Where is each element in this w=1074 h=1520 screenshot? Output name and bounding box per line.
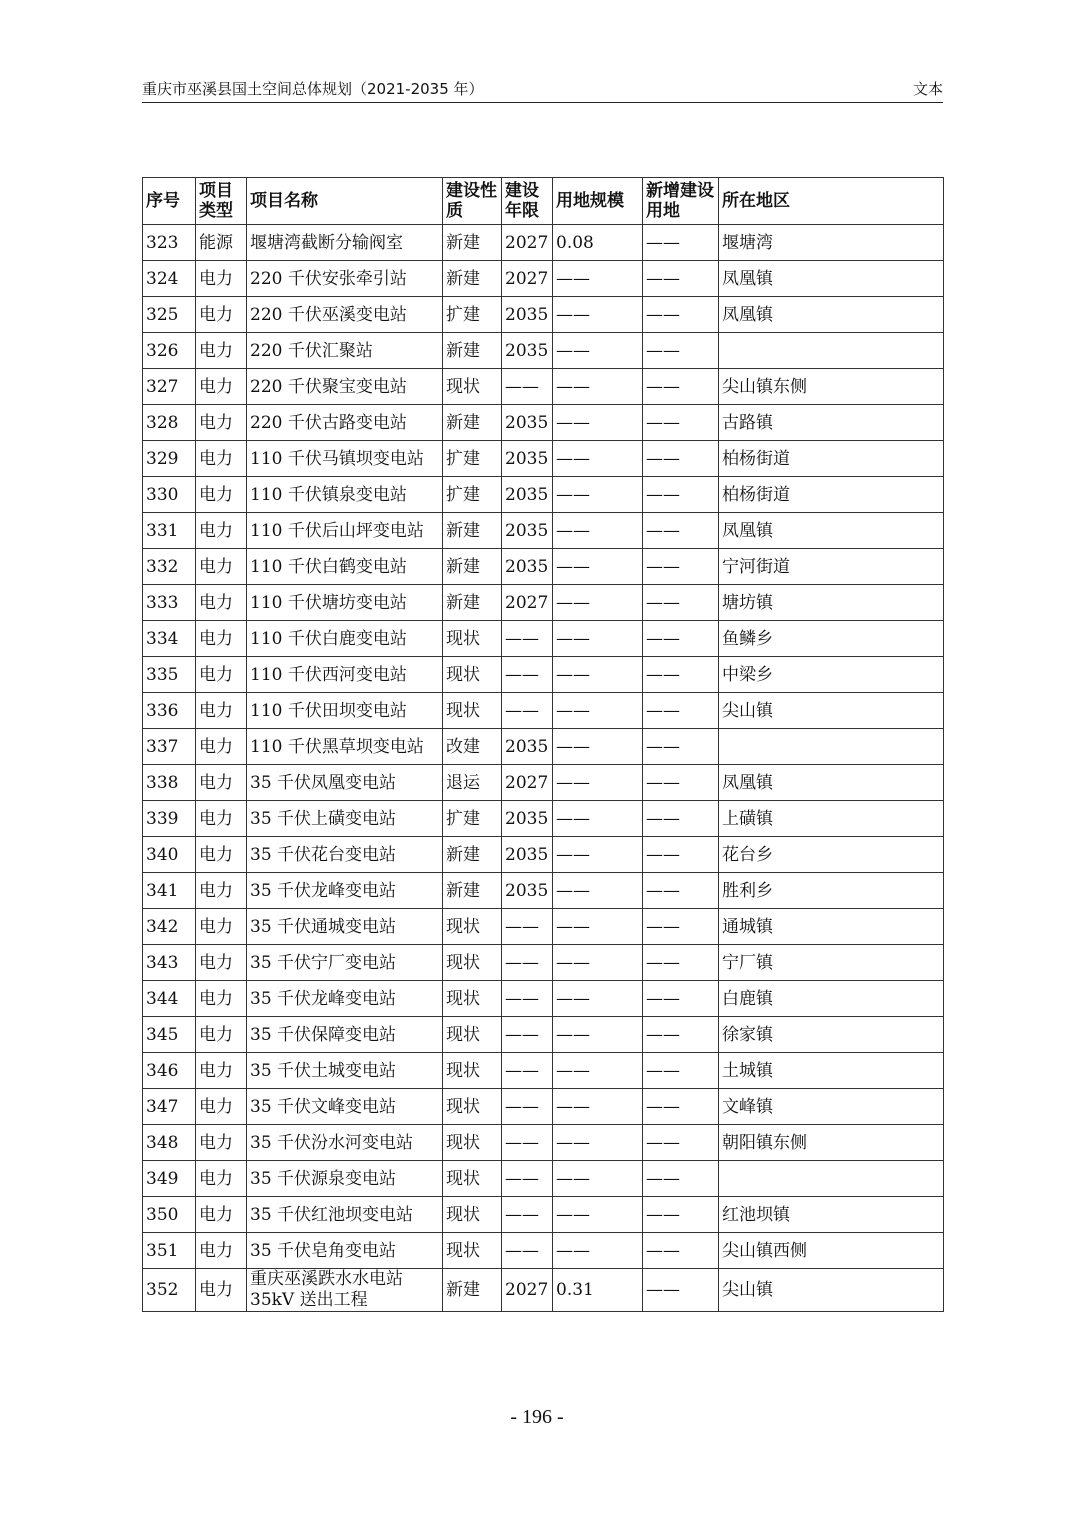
cell-new-land: ——	[643, 333, 719, 369]
cell-land-scale: ——	[553, 441, 643, 477]
cell-new-land: ——	[643, 621, 719, 657]
cell-name: 35 千伏龙峰变电站	[247, 981, 443, 1017]
cell-nature: 现状	[443, 1161, 502, 1197]
cell-region	[719, 1161, 944, 1197]
cell-type: 电力	[196, 1053, 247, 1089]
cell-region: 上磺镇	[719, 801, 944, 837]
cell-index: 342	[143, 909, 196, 945]
cell-name: 220 千伏聚宝变电站	[247, 369, 443, 405]
cell-region: 土城镇	[719, 1053, 944, 1089]
cell-year: 2035	[502, 513, 553, 549]
cell-type: 电力	[196, 909, 247, 945]
cell-year: ——	[502, 1089, 553, 1125]
cell-region: 宁河街道	[719, 549, 944, 585]
cell-region	[719, 729, 944, 765]
cell-index: 337	[143, 729, 196, 765]
cell-new-land: ——	[643, 1269, 719, 1312]
cell-new-land: ——	[643, 585, 719, 621]
cell-nature: 扩建	[443, 297, 502, 333]
cell-nature: 新建	[443, 1269, 502, 1312]
col-header-year: 建设年限	[502, 178, 553, 225]
table-row	[143, 441, 944, 477]
table-row	[143, 1089, 944, 1125]
table-row	[143, 261, 944, 297]
table-row	[143, 693, 944, 729]
table-row	[143, 549, 944, 585]
cell-year: ——	[502, 1233, 553, 1269]
cell-region: 塘坊镇	[719, 585, 944, 621]
cell-year: ——	[502, 1053, 553, 1089]
cell-land-scale: ——	[553, 297, 643, 333]
cell-index: 348	[143, 1125, 196, 1161]
cell-index: 332	[143, 549, 196, 585]
cell-type: 电力	[196, 945, 247, 981]
table-row	[143, 333, 944, 369]
cell-index: 341	[143, 873, 196, 909]
cell-land-scale: ——	[553, 1089, 643, 1125]
cell-new-land: ——	[643, 1053, 719, 1089]
cell-name: 35 千伏上磺变电站	[247, 801, 443, 837]
table-row	[143, 1197, 944, 1233]
cell-index: 349	[143, 1161, 196, 1197]
cell-type: 电力	[196, 441, 247, 477]
cell-region: 花台乡	[719, 837, 944, 873]
cell-type: 电力	[196, 693, 247, 729]
cell-name: 35 千伏保障变电站	[247, 1017, 443, 1053]
table-row	[143, 369, 944, 405]
cell-index: 329	[143, 441, 196, 477]
cell-region: 尖山镇东侧	[719, 369, 944, 405]
cell-type: 电力	[196, 765, 247, 801]
cell-land-scale: ——	[553, 333, 643, 369]
cell-region: 朝阳镇东侧	[719, 1125, 944, 1161]
cell-index: 323	[143, 225, 196, 261]
cell-type: 电力	[196, 1269, 247, 1312]
cell-index: 330	[143, 477, 196, 513]
cell-index: 334	[143, 621, 196, 657]
cell-region: 红池坝镇	[719, 1197, 944, 1233]
cell-land-scale: ——	[553, 585, 643, 621]
cell-land-scale: ——	[553, 1053, 643, 1089]
cell-nature: 新建	[443, 261, 502, 297]
cell-name: 110 千伏后山坪变电站	[247, 513, 443, 549]
cell-new-land: ——	[643, 801, 719, 837]
cell-nature: 现状	[443, 1125, 502, 1161]
cell-land-scale: ——	[553, 657, 643, 693]
cell-type: 电力	[196, 1197, 247, 1233]
cell-index: 347	[143, 1089, 196, 1125]
cell-name: 110 千伏马镇坝变电站	[247, 441, 443, 477]
cell-type: 电力	[196, 873, 247, 909]
cell-nature: 现状	[443, 1089, 502, 1125]
cell-land-scale: ——	[553, 405, 643, 441]
cell-nature: 现状	[443, 1197, 502, 1233]
cell-nature: 现状	[443, 1053, 502, 1089]
cell-new-land: ——	[643, 1125, 719, 1161]
cell-type: 电力	[196, 549, 247, 585]
cell-name: 110 千伏白鹿变电站	[247, 621, 443, 657]
cell-year: ——	[502, 657, 553, 693]
cell-land-scale: 0.31	[553, 1269, 643, 1312]
cell-name: 220 千伏巫溪变电站	[247, 297, 443, 333]
table-row	[143, 945, 944, 981]
cell-new-land: ——	[643, 549, 719, 585]
cell-type: 电力	[196, 801, 247, 837]
cell-type: 电力	[196, 297, 247, 333]
cell-year: 2035	[502, 441, 553, 477]
cell-index: 345	[143, 1017, 196, 1053]
cell-land-scale: 0.08	[553, 225, 643, 261]
cell-region: 柏杨街道	[719, 477, 944, 513]
cell-new-land: ——	[643, 657, 719, 693]
cell-land-scale: ——	[553, 621, 643, 657]
cell-new-land: ——	[643, 441, 719, 477]
cell-land-scale: ——	[553, 369, 643, 405]
cell-type: 电力	[196, 1089, 247, 1125]
cell-new-land: ——	[643, 945, 719, 981]
cell-land-scale: ——	[553, 909, 643, 945]
cell-type: 电力	[196, 477, 247, 513]
col-header-type: 项目类型	[196, 178, 247, 225]
cell-region: 柏杨街道	[719, 441, 944, 477]
cell-land-scale: ——	[553, 945, 643, 981]
table-row	[143, 1269, 944, 1312]
document-type-label: 文本	[912, 80, 943, 98]
cell-land-scale: ——	[553, 765, 643, 801]
table-row	[143, 621, 944, 657]
table-header-row	[143, 178, 944, 225]
page-header	[142, 76, 943, 103]
cell-year: 2035	[502, 297, 553, 333]
cell-region: 文峰镇	[719, 1089, 944, 1125]
cell-name: 220 千伏安张牵引站	[247, 261, 443, 297]
table-row	[143, 657, 944, 693]
cell-index: 325	[143, 297, 196, 333]
cell-type: 电力	[196, 1233, 247, 1269]
table-row	[143, 981, 944, 1017]
cell-index: 327	[143, 369, 196, 405]
cell-index: 340	[143, 837, 196, 873]
cell-index: 351	[143, 1233, 196, 1269]
cell-year: 2035	[502, 801, 553, 837]
project-table	[142, 177, 944, 1312]
cell-year: ——	[502, 1017, 553, 1053]
cell-name: 35 千伏宁厂变电站	[247, 945, 443, 981]
cell-nature: 现状	[443, 621, 502, 657]
cell-region: 古路镇	[719, 405, 944, 441]
cell-region: 宁厂镇	[719, 945, 944, 981]
cell-type: 能源	[196, 225, 247, 261]
cell-index: 343	[143, 945, 196, 981]
table-row	[143, 405, 944, 441]
cell-region: 尖山镇	[719, 693, 944, 729]
cell-new-land: ——	[643, 405, 719, 441]
table-row	[143, 477, 944, 513]
cell-land-scale: ——	[553, 1161, 643, 1197]
cell-index: 339	[143, 801, 196, 837]
cell-year: 2035	[502, 549, 553, 585]
col-header-nature: 建设性质	[443, 178, 502, 225]
cell-name: 110 千伏西河变电站	[247, 657, 443, 693]
cell-type: 电力	[196, 405, 247, 441]
col-header-land-scale: 用地规模	[553, 178, 643, 225]
cell-index: 350	[143, 1197, 196, 1233]
col-header-index: 序号	[143, 178, 196, 225]
cell-name: 重庆巫溪跌水水电站35kV 送出工程	[247, 1269, 443, 1312]
table-body	[143, 225, 944, 1312]
cell-nature: 现状	[443, 1017, 502, 1053]
cell-index: 352	[143, 1269, 196, 1312]
cell-land-scale: ——	[553, 1233, 643, 1269]
cell-year: 2035	[502, 837, 553, 873]
cell-name: 35 千伏源泉变电站	[247, 1161, 443, 1197]
cell-name: 35 千伏土城变电站	[247, 1053, 443, 1089]
cell-type: 电力	[196, 1125, 247, 1161]
cell-region: 白鹿镇	[719, 981, 944, 1017]
cell-index: 344	[143, 981, 196, 1017]
cell-type: 电力	[196, 657, 247, 693]
cell-new-land: ——	[643, 729, 719, 765]
cell-year: ——	[502, 1197, 553, 1233]
cell-index: 331	[143, 513, 196, 549]
cell-type: 电力	[196, 981, 247, 1017]
col-header-name: 项目名称	[247, 178, 443, 225]
cell-region: 中梁乡	[719, 657, 944, 693]
table-row	[143, 1233, 944, 1269]
cell-land-scale: ——	[553, 801, 643, 837]
cell-nature: 现状	[443, 945, 502, 981]
cell-name: 110 千伏塘坊变电站	[247, 585, 443, 621]
cell-type: 电力	[196, 513, 247, 549]
cell-region: 鱼鳞乡	[719, 621, 944, 657]
table-row	[143, 1161, 944, 1197]
cell-nature: 扩建	[443, 477, 502, 513]
cell-name: 35 千伏花台变电站	[247, 837, 443, 873]
table-row	[143, 765, 944, 801]
cell-name: 堰塘湾截断分输阀室	[247, 225, 443, 261]
cell-year: 2035	[502, 333, 553, 369]
cell-nature: 现状	[443, 657, 502, 693]
table-row	[143, 801, 944, 837]
cell-year: ——	[502, 981, 553, 1017]
cell-year: 2027	[502, 585, 553, 621]
cell-new-land: ——	[643, 1161, 719, 1197]
cell-type: 电力	[196, 585, 247, 621]
cell-index: 338	[143, 765, 196, 801]
cell-type: 电力	[196, 261, 247, 297]
cell-region: 尖山镇西侧	[719, 1233, 944, 1269]
cell-region: 胜利乡	[719, 873, 944, 909]
cell-region: 堰塘湾	[719, 225, 944, 261]
cell-year: ——	[502, 1161, 553, 1197]
cell-region: 徐家镇	[719, 1017, 944, 1053]
cell-year: 2027	[502, 261, 553, 297]
cell-land-scale: ——	[553, 1197, 643, 1233]
cell-new-land: ——	[643, 1089, 719, 1125]
cell-land-scale: ——	[553, 729, 643, 765]
cell-nature: 新建	[443, 225, 502, 261]
cell-new-land: ——	[643, 1233, 719, 1269]
cell-new-land: ——	[643, 261, 719, 297]
cell-nature: 现状	[443, 369, 502, 405]
cell-region: 凤凰镇	[719, 261, 944, 297]
cell-index: 346	[143, 1053, 196, 1089]
cell-nature: 扩建	[443, 801, 502, 837]
cell-type: 电力	[196, 837, 247, 873]
cell-year: 2027	[502, 1269, 553, 1312]
table-row	[143, 1125, 944, 1161]
col-header-region: 所在地区	[719, 178, 944, 225]
cell-name: 110 千伏黑草坝变电站	[247, 729, 443, 765]
cell-region: 凤凰镇	[719, 513, 944, 549]
cell-nature: 新建	[443, 585, 502, 621]
cell-land-scale: ——	[553, 837, 643, 873]
cell-type: 电力	[196, 333, 247, 369]
cell-year: 2035	[502, 405, 553, 441]
cell-region	[719, 333, 944, 369]
cell-nature: 现状	[443, 1233, 502, 1269]
cell-year: ——	[502, 693, 553, 729]
cell-name: 35 千伏汾水河变电站	[247, 1125, 443, 1161]
table-row	[143, 1053, 944, 1089]
cell-name: 35 千伏通城变电站	[247, 909, 443, 945]
cell-index: 336	[143, 693, 196, 729]
page-number: - 196 -	[510, 1406, 564, 1428]
cell-index: 328	[143, 405, 196, 441]
document-title: 重庆市巫溪县国土空间总体规划（2021-2035 年）	[142, 80, 484, 98]
cell-name: 110 千伏田坝变电站	[247, 693, 443, 729]
table-row	[143, 513, 944, 549]
cell-new-land: ——	[643, 693, 719, 729]
cell-land-scale: ——	[553, 477, 643, 513]
cell-new-land: ——	[643, 513, 719, 549]
cell-new-land: ——	[643, 1017, 719, 1053]
table-row	[143, 1017, 944, 1053]
cell-year: 2035	[502, 873, 553, 909]
cell-name: 220 千伏汇聚站	[247, 333, 443, 369]
cell-nature: 新建	[443, 873, 502, 909]
cell-nature: 改建	[443, 729, 502, 765]
cell-type: 电力	[196, 369, 247, 405]
cell-name: 110 千伏白鹤变电站	[247, 549, 443, 585]
cell-index: 333	[143, 585, 196, 621]
cell-region: 通城镇	[719, 909, 944, 945]
cell-new-land: ——	[643, 369, 719, 405]
cell-land-scale: ——	[553, 873, 643, 909]
cell-nature: 新建	[443, 333, 502, 369]
table-row	[143, 873, 944, 909]
cell-name: 35 千伏红池坝变电站	[247, 1197, 443, 1233]
cell-name: 35 千伏文峰变电站	[247, 1089, 443, 1125]
cell-nature: 现状	[443, 981, 502, 1017]
cell-year: ——	[502, 621, 553, 657]
table-row	[143, 585, 944, 621]
cell-new-land: ——	[643, 909, 719, 945]
cell-new-land: ——	[643, 297, 719, 333]
cell-name: 35 千伏凤凰变电站	[247, 765, 443, 801]
cell-type: 电力	[196, 621, 247, 657]
cell-land-scale: ——	[553, 549, 643, 585]
cell-year: 2027	[502, 765, 553, 801]
cell-name: 35 千伏皂角变电站	[247, 1233, 443, 1269]
cell-new-land: ——	[643, 873, 719, 909]
cell-year: ——	[502, 369, 553, 405]
cell-year: ——	[502, 945, 553, 981]
cell-nature: 新建	[443, 549, 502, 585]
cell-land-scale: ——	[553, 513, 643, 549]
cell-type: 电力	[196, 1017, 247, 1053]
cell-nature: 新建	[443, 837, 502, 873]
cell-land-scale: ——	[553, 261, 643, 297]
cell-year: 2027	[502, 225, 553, 261]
cell-name: 220 千伏古路变电站	[247, 405, 443, 441]
cell-nature: 新建	[443, 405, 502, 441]
cell-year: 2035	[502, 477, 553, 513]
cell-nature: 扩建	[443, 441, 502, 477]
cell-land-scale: ——	[553, 1125, 643, 1161]
cell-year: ——	[502, 1125, 553, 1161]
cell-nature: 现状	[443, 693, 502, 729]
table-row	[143, 909, 944, 945]
cell-new-land: ——	[643, 981, 719, 1017]
cell-new-land: ——	[643, 477, 719, 513]
cell-region: 尖山镇	[719, 1269, 944, 1312]
col-header-new-land: 新增建设用地	[643, 178, 719, 225]
table-row	[143, 225, 944, 261]
cell-new-land: ——	[643, 837, 719, 873]
cell-index: 326	[143, 333, 196, 369]
cell-year: 2035	[502, 729, 553, 765]
cell-name: 35 千伏龙峰变电站	[247, 873, 443, 909]
cell-index: 324	[143, 261, 196, 297]
cell-new-land: ——	[643, 765, 719, 801]
cell-name: 110 千伏镇泉变电站	[247, 477, 443, 513]
cell-new-land: ——	[643, 1197, 719, 1233]
cell-type: 电力	[196, 729, 247, 765]
cell-nature: 退运	[443, 765, 502, 801]
cell-new-land: ——	[643, 225, 719, 261]
cell-region: 凤凰镇	[719, 765, 944, 801]
cell-land-scale: ——	[553, 981, 643, 1017]
table-row	[143, 837, 944, 873]
cell-land-scale: ——	[553, 693, 643, 729]
cell-nature: 现状	[443, 909, 502, 945]
cell-type: 电力	[196, 1161, 247, 1197]
cell-index: 335	[143, 657, 196, 693]
cell-year: ——	[502, 909, 553, 945]
table-row	[143, 729, 944, 765]
cell-land-scale: ——	[553, 1017, 643, 1053]
table-row	[143, 297, 944, 333]
cell-region: 凤凰镇	[719, 297, 944, 333]
cell-nature: 新建	[443, 513, 502, 549]
